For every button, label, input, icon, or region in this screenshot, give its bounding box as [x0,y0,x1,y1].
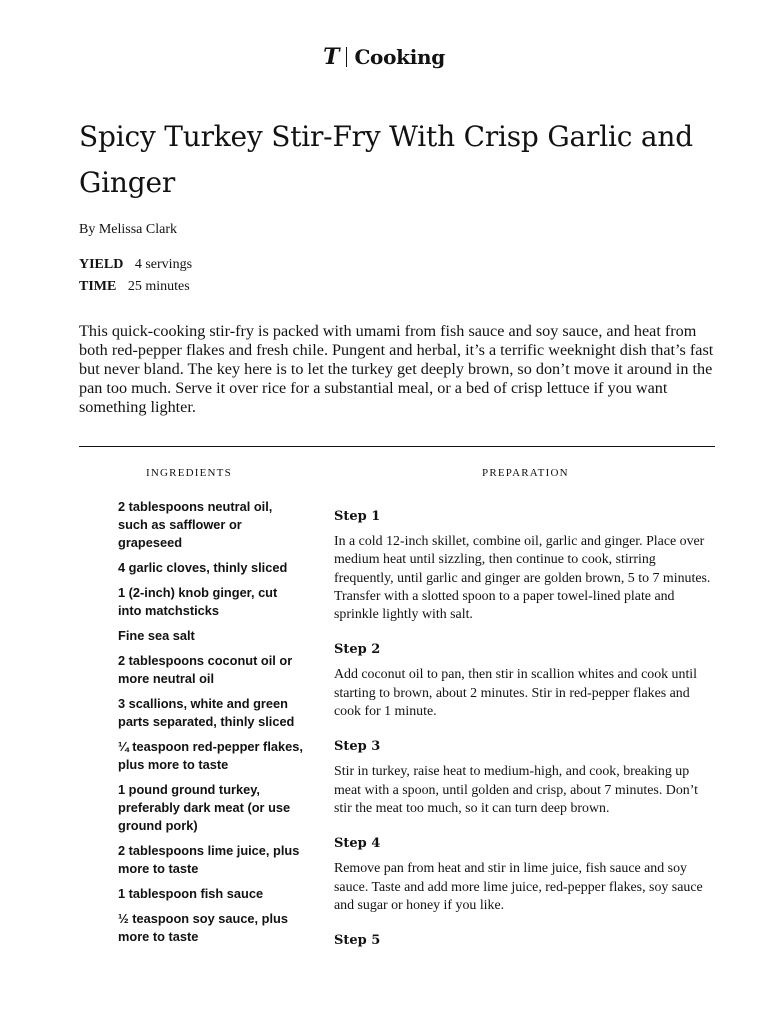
step-text: Stir in turkey, raise heat to medium-high, and cook, breaking up meat with a spoon, until golden and crisp, about 7 minutes. Don’t stir the meat too much, so it can turn deep brown. [334,764,698,816]
preparation-heading: PREPARATION [482,467,569,479]
step-text: In a cold 12-inch skillet, combine oil, garlic and ginger. Place over medium heat until sizzling, then continue to cook, stirring frequently, until garlic and ginger are golden brown, 5 to 7 minutes. Transfer with a slotted spoon to a paper towel-lined plate and sprinkle lightly with salt. [334,534,711,623]
ingredient-item: 1 tablespoon fish sauce [118,886,264,901]
ingredient-item: 2 tablespoons coconut oil or more neutral oil [118,653,293,686]
step [334,931,716,951]
ingredient-item: ¼ teaspoon red-pepper flakes, plus more to taste [118,739,303,772]
logo-wordmark: Cooking [354,45,445,69]
step-label: Step 3 [334,739,381,755]
ingredients-list [118,498,303,953]
preparation-steps [334,507,716,967]
ingredient-item: Fine sea salt [118,628,195,643]
step [334,640,716,721]
recipe-description: This quick-cooking stir-fry is packed with umami from fish sauce and soy sauce, and heat from both red-pepper flakes and fresh chile. Pungent and herbal, it’s a terrific weeknight dish that’s fast but never bland. The key here is to let the turkey get deeply brown, so don’t move it around in the pan too much. Serve it over rice for a substantial meal, or a bed of crisp lettuce if you want something lighter. [79,322,714,416]
nyt-t-logo-icon: T [323,44,340,70]
time-value: 25 minutes [127,279,190,294]
ingredient-item: ½ teaspoon soy sauce, plus more to taste [118,911,288,944]
yield-label: YIELD [79,257,124,272]
recipe-byline: By Melissa Clark [79,222,177,237]
recipe-title: Spicy Turkey Stir-Fry With Crisp Garlic and Ginger [79,120,693,199]
time-label: TIME [79,279,117,294]
logo-divider [346,47,347,67]
step-label: Step 2 [334,642,381,658]
ingredients-heading: INGREDIENTS [146,467,232,479]
ingredient-item: 2 tablespoons neutral oil, such as safflower or grapeseed [118,499,273,550]
yield-value: 4 servings [134,257,193,272]
ingredient-item: 4 garlic cloves, thinly sliced [118,560,288,575]
recipe-time [79,277,190,297]
step-label: Step 4 [334,836,381,852]
step-label: Step 5 [334,933,381,949]
step-text: Remove pan from heat and stir in lime juice, fish sauce and soy sauce. Taste and add more lime juice, red-pepper flakes, soy sauce and sugar or honey if you like. [334,861,703,913]
recipe-yield [79,255,192,275]
step [334,507,716,624]
step [334,834,716,915]
nyt-cooking-logo[interactable] [0,44,768,70]
step-label: Step 1 [334,509,381,524]
ingredient-item: 1 (2-inch) knob ginger, cut into matchsticks [118,585,278,618]
ingredient-item: 3 scallions, white and green parts separated, thinly sliced [118,696,295,729]
ingredient-item: 2 tablespoons lime juice, plus more to taste [118,843,300,876]
step-text: Add coconut oil to pan, then stir in scallion whites and cook until starting to brown, about 2 minutes. Stir in red-pepper flakes and cook for 1 minute. [334,667,698,720]
ingredient-item: 1 pound ground turkey, preferably dark meat (or use ground pork) [118,782,291,833]
step [334,737,716,818]
section-divider [79,446,715,447]
